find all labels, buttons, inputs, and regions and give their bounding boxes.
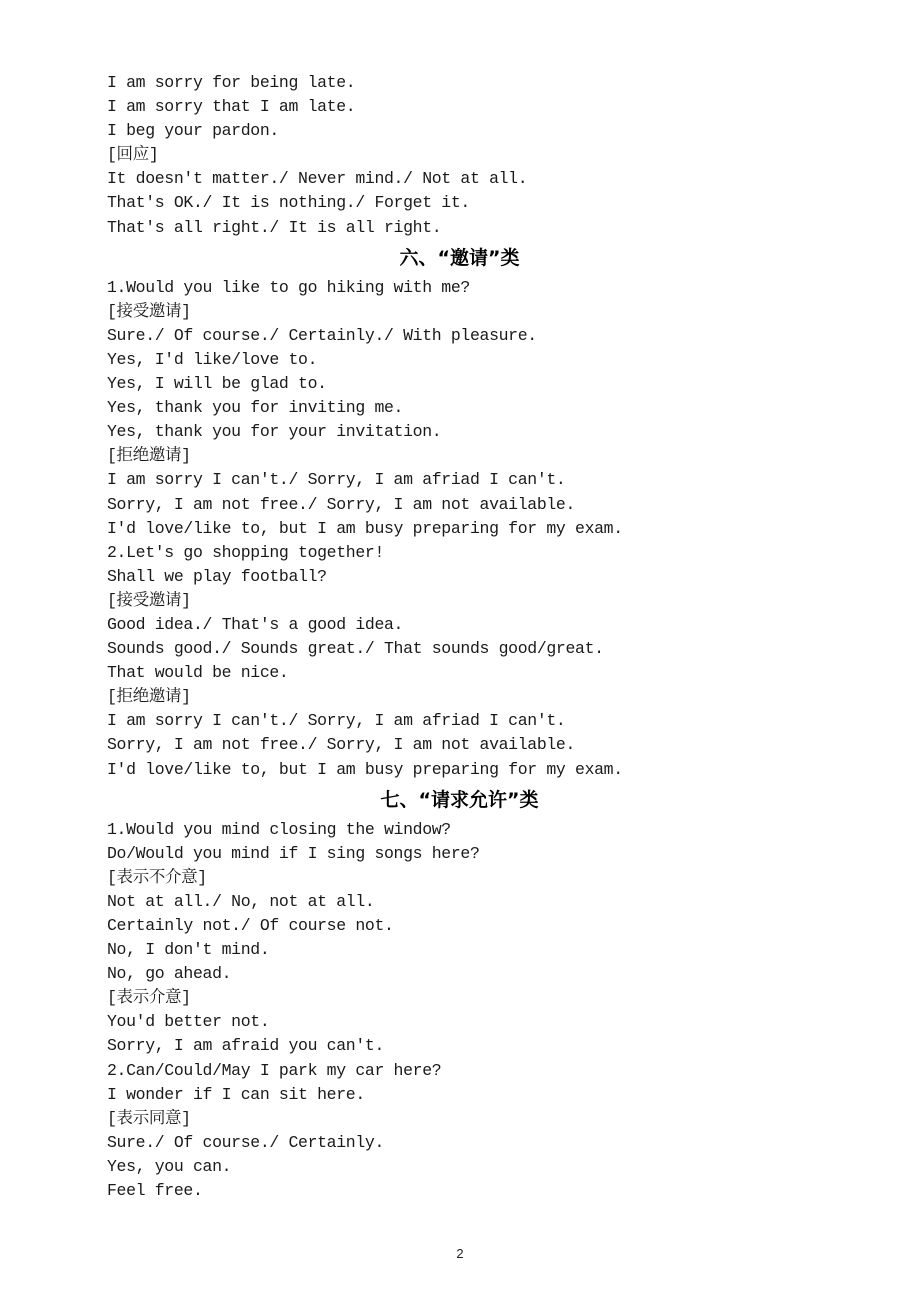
text-line: 2.Let's go shopping together! (107, 542, 384, 562)
text-line: Yes, I will be glad to. (107, 374, 327, 394)
text-line: No, I don't mind. (107, 940, 270, 960)
category-label: [接受邀请] (107, 301, 191, 321)
text-line: That would be nice. (107, 663, 289, 683)
page-content (107, 71, 827, 1203)
text-line: Yes, you can. (107, 1156, 232, 1176)
text-line: Good idea./ That's a good idea. (107, 614, 404, 634)
text-line: Sounds good./ Sounds great./ That sounds good/great. (107, 639, 604, 659)
text-line: No, go ahead. (107, 964, 232, 984)
text-line: That's all right./ It is all right. (107, 217, 442, 237)
category-label: [拒绝邀请] (107, 446, 191, 466)
text-line: Not at all./ No, not at all. (107, 891, 375, 911)
text-line: It doesn't matter./ Never mind./ Not at all. (107, 169, 528, 189)
text-line: Sorry, I am afraid you can't. (107, 1036, 384, 1056)
text-line: Sorry, I am not free./ Sorry, I am not available. (107, 494, 576, 514)
text-line: Certainly not./ Of course not. (107, 916, 394, 935)
section-heading: 六、“邀请”类 (399, 246, 520, 269)
section-apology-responses (107, 71, 827, 240)
text-line: I beg your pardon. (107, 121, 279, 141)
text-line: I am sorry that I am late. (107, 97, 356, 117)
text-line: 1.Would you like to go hiking with me? (107, 277, 470, 297)
category-label: [回应] (107, 145, 159, 165)
text-line: Sure./ Of course./ Certainly./ With pleasure. (107, 325, 537, 345)
text-line: Yes, I'd like/love to. (107, 349, 318, 369)
category-label: [接受邀请] (107, 590, 191, 610)
section-permission (107, 788, 827, 1204)
category-label: [表示不介意] (107, 867, 207, 887)
text-line: Sure./ Of course./ Certainly. (107, 1132, 384, 1152)
category-label: [拒绝邀请] (107, 687, 191, 707)
section-heading: 七、“请求允许”类 (380, 788, 539, 811)
section-invitation (107, 246, 827, 782)
text-line: That's OK./ It is nothing./ Forget it. (107, 193, 470, 213)
text-line: 2.Can/Could/May I park my car here? (107, 1060, 442, 1080)
text-line: I'd love/like to, but I am busy preparing for my exam. (107, 759, 623, 779)
text-line: I wonder if I can sit here. (107, 1084, 365, 1104)
text-line: I'd love/like to, but I am busy preparing for my exam. (107, 518, 623, 538)
text-line: I am sorry I can't./ Sorry, I am afriad I can't. (107, 470, 566, 490)
text-line: Sorry, I am not free./ Sorry, I am not available. (107, 735, 576, 755)
text-line: Yes, thank you for inviting me. (107, 398, 404, 418)
text-line: Do/Would you mind if I sing songs here? (107, 843, 480, 863)
category-label: [表示同意] (107, 1108, 191, 1128)
text-line: I am sorry I can't./ Sorry, I am afriad I can't. (107, 711, 566, 731)
category-label: [表示介意] (107, 988, 191, 1008)
text-line: Shall we play football? (107, 566, 327, 586)
text-line: I am sorry for being late. (107, 73, 356, 92)
text-line: 1.Would you mind closing the window? (107, 819, 451, 839)
page-number: 2 (456, 1246, 464, 1261)
text-line: You'd better not. (107, 1012, 270, 1032)
text-line: Feel free. (107, 1181, 203, 1201)
text-line: Yes, thank you for your invitation. (107, 422, 442, 442)
